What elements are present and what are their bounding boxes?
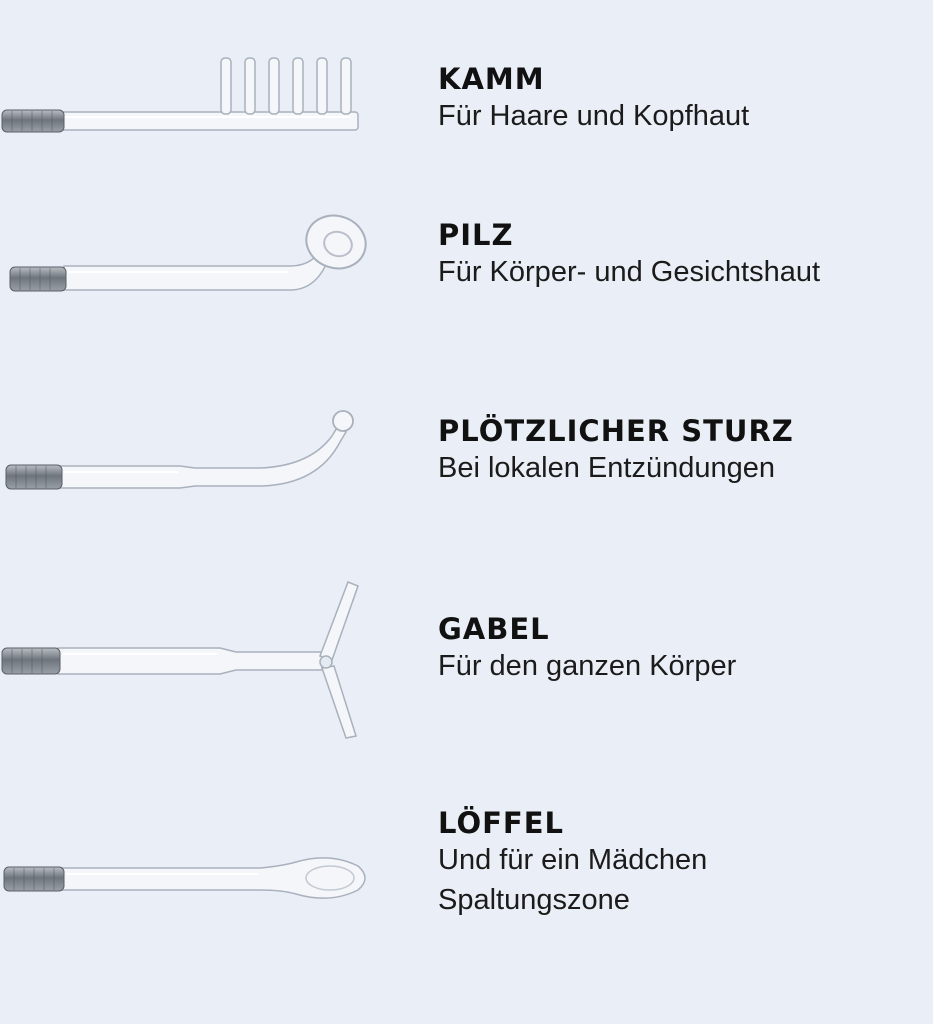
item-title: PLÖTZLICHER STURZ	[438, 414, 794, 448]
item-description: Und für ein Mädchen	[438, 844, 708, 876]
item-description-line-2: Spaltungszone	[438, 884, 630, 916]
item-title: LÖFFEL	[438, 806, 565, 840]
fork-electrode-icon	[0, 570, 400, 750]
item-description: Für Haare und Kopfhaut	[438, 100, 750, 132]
item-title: GABEL	[438, 612, 550, 646]
mushroom-electrode-icon	[0, 200, 400, 320]
item-title: PILZ	[438, 218, 514, 252]
drop-electrode-icon	[0, 400, 400, 510]
item-loeffel	[0, 800, 933, 940]
item-description: Für den ganzen Körper	[438, 650, 737, 682]
item-kamm	[0, 40, 933, 170]
item-ploetzlicher-sturz	[0, 400, 933, 510]
item-title: KAMM	[438, 62, 545, 96]
item-gabel	[0, 570, 933, 750]
item-description: Für Körper- und Gesichtshaut	[438, 256, 821, 288]
spoon-electrode-icon	[0, 800, 400, 940]
comb-electrode-icon	[0, 40, 400, 170]
item-pilz	[0, 200, 933, 320]
item-description: Bei lokalen Entzündungen	[438, 452, 775, 484]
